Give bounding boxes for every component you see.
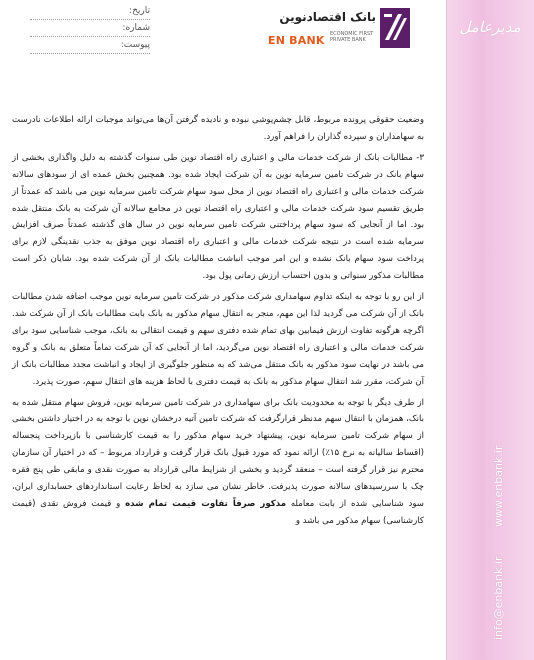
bank-name-fa: بانک اقتصادنوین: [279, 10, 376, 24]
paragraph-4: [12, 395, 424, 530]
number-field-label: شماره:: [30, 21, 150, 37]
bank-tagline-en: ECONOMIC FIRST PRIVATE BANK: [330, 31, 374, 43]
sidebar-email: info@enbank.ir: [492, 556, 505, 640]
bank-name-en: EN BANK: [268, 34, 325, 47]
letter-meta-fields: [30, 4, 150, 55]
paragraph-4-bold: مذکور صرفاً تفاوت قیمت تمام شده: [125, 498, 287, 509]
sidebar-contact: [492, 420, 505, 640]
paragraph-1: وضعیت حقوقی پرونده مربوط، قابل چشم‌پوشی نبوده و نادیده گرفتن آن‌ها می‌تواند موجبات ارائه اطلاعات نادرست به سهامداران و سپرده گذاران را فراهم آورد.: [12, 115, 424, 142]
paragraph-2: ۳- مطالبات بانک از شرکت خدمات مالی و اعتباری راه اقتصاد نوین طی سنوات گذشته به دلیل واگذاری بخشی از سهام بانک در شرکت تامین سرمایه نوین به آن شرکت ایجاد شده بود. همچنین بخش عمده ای از سودهای سالانه شرکت خدمات مالی و اعتباری راه اقتصاد نوین از محل سود سهام شرکت تامین سرمایه نوین می باشد که عمدتاً از طریق تقسیم سود شرکت خدمات مالی و اعتباری راه اقتصاد نوین در مجامع سالانه آن شرکت به بانک منتقل شده بود. اما از آنجایی که سود سهام پرداختنی شرکت تامین سرمایه نوین در سال های گذشته عمدتاً صرف افزایش سرمایه شده است در نتیجه شرکت خدمات مالی و اعتباری راه اقتصاد نوین موفق به جذب نقدینگی لازم برای پرداخت سود سهام بانک نشده و این امر موجب انباشت مطالبات بانک از آن شرکت شده بود. شایان ذکر است مطالبات مذکور سنواتی و بدون احتساب ارزش زمانی پول بود.: [12, 152, 424, 282]
paragraph-4-text: از طرف دیگر با توجه به محدودیت بانک برای سهامداری در شرکت تامین سرمایه نوین، فروش سهام منتقل شده به بانک، همزمان با انتقال سهم مدنظر قرارگرفت که شرکت تامین آتیه درخشان نوین با توجه به در اختیار داشتن بخشی از سهام شرکت تامین سرمایه نوین، پیشنهاد خرید سهام مذکور را به قیمت کارشناسی با بازپرداخت پنجساله (اقساط سالیانه به نرخ ۱۵٪) ارائه نمود که مورد قبول بانک قرار گرفت و قرارداد مربوط – که در اختیار آن سازمان محترم نیز قرار گرفته است – منعقد گردید و بخشی از شرایط مالی قرارداد به صورت نقدی و مابقی طی پنج فقره چک با سررسیدهای سالانه صورت پذیرفت. خاطر نشان می سازد به لحاظ رعایت استانداردهای حسابداری ایران، سود شناسایی شده از بابت معامله: [12, 397, 424, 509]
bank-logo: [268, 6, 440, 50]
sidebar-title: مدیرعامل: [459, 18, 521, 36]
letterhead-sidebar: [447, 0, 534, 660]
letter-body: [12, 112, 424, 530]
sidebar-website: www.enbank.ir: [492, 445, 505, 527]
date-field-label: تاریخ:: [30, 4, 150, 20]
paragraph-3: از این رو با توجه به اینکه تداوم سهامداری شرکت مذکور در شرکت تامین سرمایه نوین موجب اضافه شدن مطالبات بانک از آن شرکت می گردید لذا این مهم، منجر به انتقال سهام مذکور به بانک بابت مطالبات بانک از آن شرکت شد. اگرچه هرگونه تفاوت ارزش فیمابین بهای تمام شده دفتری سهم و قیمت انتقالی به بانک، موجب شناسایی سود برای شرکت خدمات مالی و اعتباری راه اقتصاد نوین می‌گردید، اما از آنجایی که آن شرکت تماماً متعلق به بانک و گروه می باشد در نهایت سود مذکور به بانک منتقل می‌شد که به منظور جلوگیری از ایجاد و انباشت مجدد مطالبات بانک از آن شرکت، مقرر شد انتقال سهام مذکور به بانک به قیمت دفتری با لحاظ هزینه های انتقال سهم، صورت پذیرد.: [12, 292, 424, 387]
attachment-field-label: پیوست:: [30, 38, 150, 54]
paragraph-4-tail: و قیمت فروش نقدی (قیمت کارشناسی) سهام مذکور می باشد و: [12, 498, 424, 526]
bank-logo-icon: [380, 8, 410, 48]
